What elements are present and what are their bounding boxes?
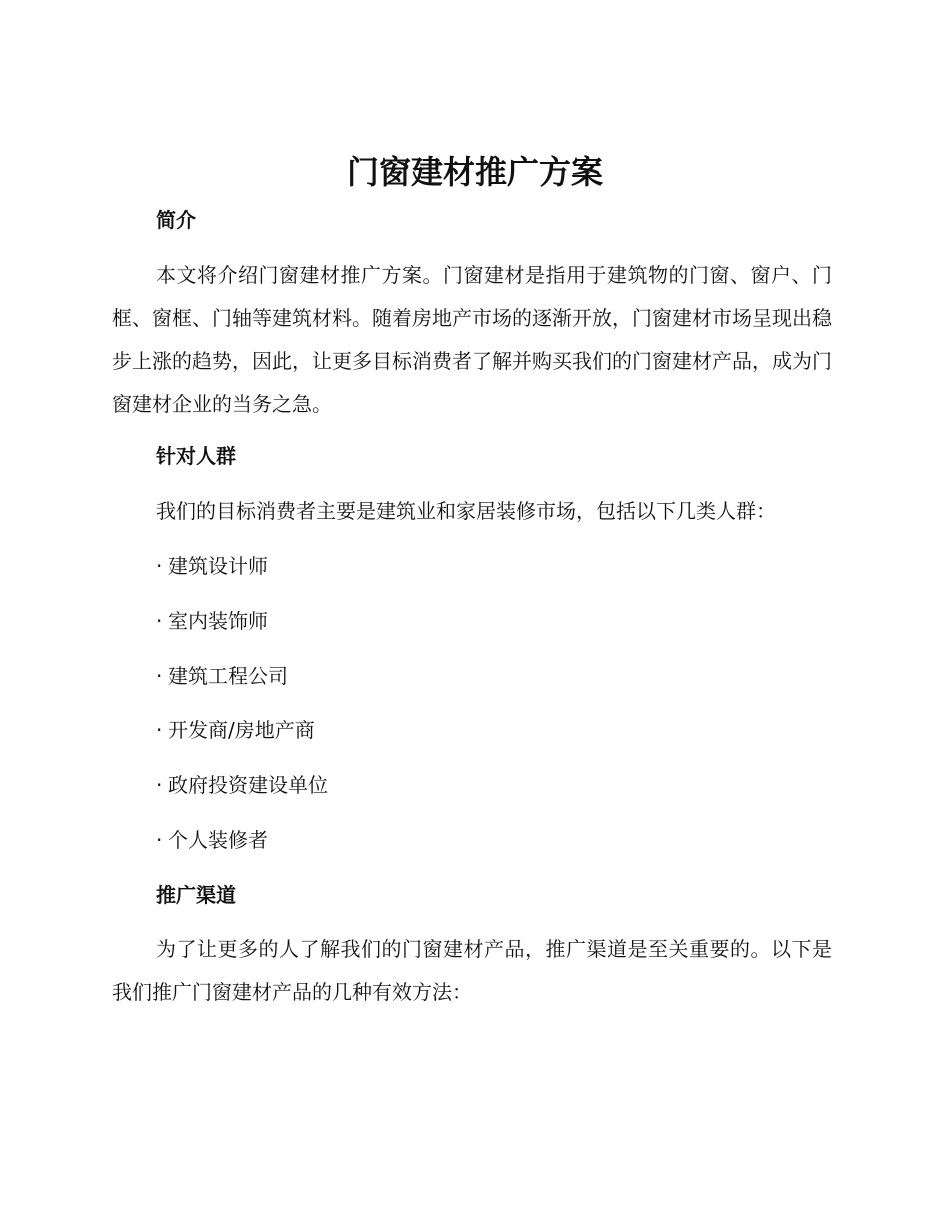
list-item-label: 室内装饰师 <box>168 609 268 633</box>
bullet-icon: · <box>156 773 163 797</box>
bullet-icon: · <box>156 664 163 688</box>
list-item-label: 个人装修者 <box>168 828 268 852</box>
list-item-label: 开发商/房地产商 <box>168 718 315 742</box>
list-item-label: 建筑工程公司 <box>168 664 288 688</box>
section-heading-channels: 推广渠道 <box>156 883 236 907</box>
list-item-label: 政府投资建设单位 <box>168 773 328 797</box>
bullet-icon: · <box>156 554 163 578</box>
document-title: 门窗建材推广方案 <box>346 153 603 191</box>
audience-lead-text: 我们的目标消费者主要是建筑业和家居装修市场，包括以下几类人群： <box>156 499 776 523</box>
intro-paragraph: 本文将介绍门窗建材推广方案。门窗建材是指用于建筑物的门窗、窗户、门框、窗框、门轴等建筑材料。随着房地产市场的逐渐开放，门窗建材市场呈现出稳步上涨的趋势，因此，让更多目标消费者了解并购买我们的门窗建材产品，成为门窗建材企业的当务之急。 <box>112 263 832 416</box>
bullet-icon: · <box>156 718 163 742</box>
list-item-label: 建筑设计师 <box>168 554 268 578</box>
bullet-icon: · <box>156 828 163 852</box>
section-heading-intro: 简介 <box>156 208 196 232</box>
bullet-icon: · <box>156 609 163 633</box>
list-item <box>156 552 268 580</box>
list-item <box>156 607 268 635</box>
list-item <box>156 826 268 854</box>
list-item <box>156 716 315 744</box>
list-item <box>156 771 328 799</box>
channels-paragraph: 为了让更多的人了解我们的门窗建材产品，推广渠道是至关重要的。以下是我们推广门窗建材产品的几种有效方法： <box>112 937 832 1004</box>
section-heading-audience: 针对人群 <box>156 444 236 468</box>
list-item <box>156 662 288 690</box>
